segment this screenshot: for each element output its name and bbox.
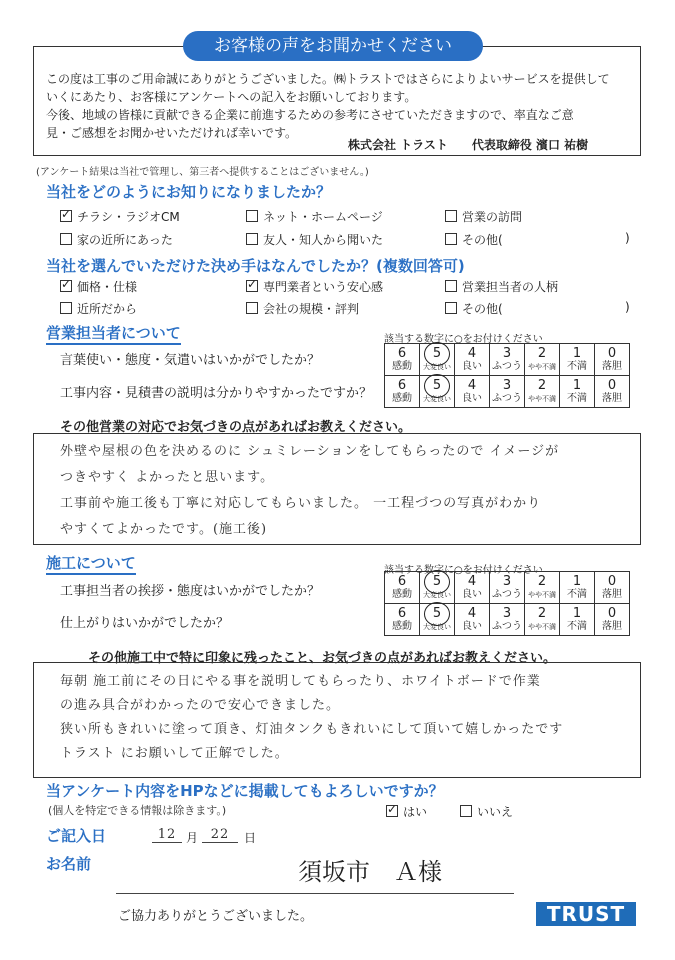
q2-option-label: 会社の規模・評判 (263, 302, 360, 316)
q2-option-2[interactable] (246, 278, 383, 295)
q1-checkbox-1[interactable] (60, 210, 72, 222)
construction-question-1: 工事担当者の挨拶・態度はいかがでしたか？ (60, 584, 321, 599)
rating-label: 不満 (567, 588, 587, 600)
rating-label: 不満 (567, 620, 587, 632)
rating-label: 落胆 (602, 620, 622, 632)
rating-label: 大変良い (423, 394, 451, 403)
rating-value: 5 (432, 573, 442, 589)
q1-checkbox-3[interactable] (445, 210, 457, 222)
q2-option-1[interactable] (60, 278, 137, 295)
rating-option-6[interactable] (385, 376, 420, 408)
rating-option-2[interactable] (525, 572, 560, 604)
sales-scale-header: 該当する数字に○をお付けください (384, 334, 543, 345)
sales-rating-scale (384, 343, 630, 408)
publish-yes-checkbox[interactable] (386, 805, 398, 817)
construction-title: 施工について (46, 552, 136, 575)
rating-value: 6 (397, 573, 407, 589)
q1-checkbox-4[interactable] (60, 233, 72, 245)
rating-value: 1 (572, 345, 582, 361)
rating-value: 1 (572, 377, 582, 393)
rating-value: 2 (537, 377, 547, 393)
sales-scale-row-2 (385, 376, 630, 408)
rating-label: 落胆 (602, 360, 622, 372)
construction-scale-row-1 (385, 572, 630, 604)
rating-value: 0 (607, 377, 617, 393)
privacy-note: (アンケート結果は当社で管理し、第三者へ提供することはございません。) (36, 167, 369, 178)
rating-option-1[interactable] (560, 572, 595, 604)
publish-no-checkbox[interactable] (460, 805, 472, 817)
trust-logo: TRUST (536, 902, 636, 926)
construction-scale-header: 該当する数字に○をお付けください (384, 565, 543, 576)
rating-value: 6 (397, 605, 407, 621)
q1-other-close: ) (625, 231, 630, 245)
q2-option-5[interactable] (246, 300, 359, 317)
selected-circle-mark (424, 602, 450, 626)
rating-option-5[interactable] (420, 376, 455, 408)
rating-label: 良い (462, 588, 482, 600)
publish-note: (個人を特定できる情報は除きます。) (48, 804, 227, 817)
rating-label: ふつう (492, 360, 522, 372)
rating-option-3[interactable] (490, 604, 525, 636)
rating-option-1[interactable] (560, 604, 595, 636)
publish-title: 当アンケート内容をHPなどに掲載してもよろしいですか？ (46, 782, 444, 800)
construction-question-2: 仕上がりはいかがでしたか？ (60, 616, 230, 631)
rating-value: 2 (537, 573, 547, 589)
rating-label: 落胆 (602, 392, 622, 404)
publish-yes-option[interactable]: ✓ はい (386, 803, 427, 820)
q2-option-4[interactable] (60, 300, 137, 317)
construction-comment-line: トラスト にお願いして正解でした。 (60, 746, 289, 761)
q1-option-1[interactable] (60, 208, 180, 225)
rating-option-4[interactable] (455, 344, 490, 376)
entry-day[interactable]: 22 (202, 827, 238, 843)
construction-comment-line: 毎朝 施工前にその日にやる事を説明してもらったり、ホワイトボードで作業 (60, 674, 541, 689)
rating-option-3[interactable] (490, 344, 525, 376)
rating-option-2[interactable] (525, 604, 560, 636)
construction-scale-row-2 (385, 604, 630, 636)
sales-comment-line: 外壁や屋根の色を決めるのに シュミレーションをしてもらったので イメージが (60, 444, 560, 459)
rating-label: 大変良い (423, 362, 451, 371)
construction-comment-line: 狭い所もきれいに塗って頂き、灯油タンクもきれいにして頂いて嬉しかったです (60, 722, 564, 737)
q2-checkbox-4[interactable] (60, 302, 72, 314)
name-underline (116, 893, 514, 894)
rating-option-6[interactable] (385, 572, 420, 604)
rating-label: 感動 (392, 392, 412, 404)
thanks-text: ご協力ありがとうございました。 (118, 909, 314, 924)
name-label: お名前 (46, 855, 92, 873)
rating-value: 2 (537, 605, 547, 621)
q2-option-6[interactable] (445, 300, 503, 317)
rating-option-1[interactable] (560, 344, 595, 376)
rating-option-3[interactable] (490, 376, 525, 408)
q1-option-label: ネット・ホームページ (263, 210, 383, 224)
rating-option-2[interactable] (525, 376, 560, 408)
rating-value: 6 (397, 345, 407, 361)
rating-value: 5 (432, 345, 442, 361)
sales-question-1: 言葉使い・態度・気遣いはいかがでしたか？ (60, 353, 321, 368)
q2-option-label: 専門業者という安心感 (263, 280, 384, 294)
rating-label: ふつう (492, 392, 522, 404)
q1-option-label: 家の近所にあった (77, 233, 173, 247)
rating-option-5[interactable] (420, 344, 455, 376)
entry-date-label: ご記入日 (46, 827, 107, 845)
rating-label: 良い (462, 620, 482, 632)
q1-option-2[interactable] (246, 208, 383, 225)
q1-option-label: 友人・知人から聞いた (263, 233, 384, 247)
q1-option-label: 営業の訪問 (462, 210, 523, 224)
construction-rating-scale (384, 571, 630, 636)
q1-checkbox-2[interactable] (246, 210, 258, 222)
intro-text: この度は工事のご用命誠にありがとうございました。㈱トラストではさらによりよいサービスを提供して いくにあたり、お客様にアンケートへの記入をお願いしております。 今後、地域の皆様に貢献できる企業に前進するための参考にさせていただきますので、率直なご意 見・ご感想をお聞かせいただければ幸いです。 (46, 72, 610, 140)
rating-label: 不満 (567, 392, 587, 404)
q2-option-label: 営業担当者の人柄 (462, 280, 559, 294)
q2-checkbox-5[interactable] (246, 302, 258, 314)
selected-circle-mark (424, 570, 450, 594)
rating-value: 5 (432, 605, 442, 621)
rating-value: 0 (607, 573, 617, 589)
rating-value: 4 (467, 377, 477, 393)
rating-label: ふつう (492, 620, 522, 632)
rating-label: 落胆 (602, 588, 622, 600)
rating-option-0[interactable] (595, 344, 630, 376)
rating-option-4[interactable] (455, 376, 490, 408)
rating-label: やや不満 (528, 362, 556, 371)
rating-value: 1 (572, 605, 582, 621)
q2-checkbox-3[interactable] (445, 280, 457, 292)
sales-comment-line: つきやすく よかったと思います。 (60, 470, 275, 485)
signature: 株式会社 トラスト 代表取締役 濱口 祐樹 (348, 138, 589, 152)
sales-comment-line: 工事前や施工後も丁寧に対応してもらいました。 一工程づつの写真がわかり (60, 496, 542, 511)
q1-title: 当社をどのようにお知りになりましたか？ (46, 183, 332, 201)
selected-circle-mark (424, 374, 450, 398)
sales-title: 営業担当者について (46, 322, 181, 345)
rating-value: 1 (572, 573, 582, 589)
selected-circle-mark (424, 342, 450, 366)
rating-value: 3 (502, 573, 512, 589)
q2-checkbox-1[interactable] (60, 280, 72, 292)
rating-label: 良い (462, 392, 482, 404)
rating-value: 5 (432, 377, 442, 393)
construction-comment-prompt: その他施工中で特に印象に残ったこと、お気づきの点があればお教えください。 (88, 651, 557, 666)
rating-label: やや不満 (528, 622, 556, 631)
survey-title: お客様の声をお聞かせください (183, 31, 483, 61)
rating-option-4[interactable] (455, 572, 490, 604)
sales-comment-line: やすくてよかったです。(施工後) (60, 522, 268, 537)
name-value[interactable]: 須坂市 Ａ様 (298, 858, 442, 886)
rating-value: 0 (607, 605, 617, 621)
q2-other-close: ) (625, 300, 630, 314)
q1-option-4[interactable] (60, 231, 173, 248)
rating-option-4[interactable] (455, 604, 490, 636)
rating-label: 感動 (392, 360, 412, 372)
rating-label: 大変良い (423, 590, 451, 599)
rating-label: やや不満 (528, 590, 556, 599)
q2-option-3[interactable] (445, 278, 558, 295)
rating-label: 大変良い (423, 622, 451, 631)
q1-option-label: その他( (462, 233, 503, 247)
q2-option-label: 近所だから (77, 302, 138, 316)
rating-label: 不満 (567, 360, 587, 372)
entry-day-unit: 日 (244, 831, 257, 845)
rating-value: 2 (537, 345, 547, 361)
rating-option-6[interactable] (385, 604, 420, 636)
construction-comment-line: の進み具合がわかったので安心できました。 (60, 698, 341, 713)
q2-title: 当社を選んでいただけた決め手はなんでしたか？(複数回答可) (46, 257, 465, 275)
entry-month[interactable]: 12 (152, 827, 182, 843)
rating-option-1[interactable] (560, 376, 595, 408)
q1-option-5[interactable] (246, 231, 383, 248)
rating-value: 3 (502, 377, 512, 393)
q2-checkbox-2[interactable] (246, 280, 258, 292)
rating-value: 6 (397, 377, 407, 393)
rating-label: 感動 (392, 620, 412, 632)
rating-label: やや不満 (528, 394, 556, 403)
rating-option-2[interactable] (525, 344, 560, 376)
rating-option-0[interactable] (595, 572, 630, 604)
q1-option-3[interactable] (445, 208, 522, 225)
sales-question-2: 工事内容・見積書の説明は分かりやすかったですか？ (60, 386, 373, 401)
q2-option-label: 価格・仕様 (77, 280, 138, 294)
rating-option-6[interactable] (385, 344, 420, 376)
rating-option-5[interactable] (420, 604, 455, 636)
q1-checkbox-6[interactable] (445, 233, 457, 245)
sales-comment-prompt: その他営業の対応でお気づきの点があればお教えください。 (60, 420, 412, 435)
rating-option-5[interactable] (420, 572, 455, 604)
publish-no-option[interactable]: いいえ (460, 803, 513, 820)
q1-option-label: チラシ・ラジオCM (77, 210, 180, 224)
q1-option-6[interactable] (445, 231, 503, 248)
rating-value: 4 (467, 573, 477, 589)
rating-value: 4 (467, 345, 477, 361)
rating-option-0[interactable] (595, 376, 630, 408)
q2-option-label: その他( (462, 302, 503, 316)
rating-label: 良い (462, 360, 482, 372)
rating-value: 4 (467, 605, 477, 621)
rating-label: 感動 (392, 588, 412, 600)
rating-option-3[interactable] (490, 572, 525, 604)
sales-scale-row-1 (385, 344, 630, 376)
rating-label: ふつう (492, 588, 522, 600)
rating-value: 3 (502, 345, 512, 361)
entry-month-unit: 月 (186, 831, 199, 845)
rating-option-0[interactable] (595, 604, 630, 636)
rating-value: 3 (502, 605, 512, 621)
rating-value: 0 (607, 345, 617, 361)
q1-checkbox-5[interactable] (246, 233, 258, 245)
q2-checkbox-6[interactable] (445, 302, 457, 314)
